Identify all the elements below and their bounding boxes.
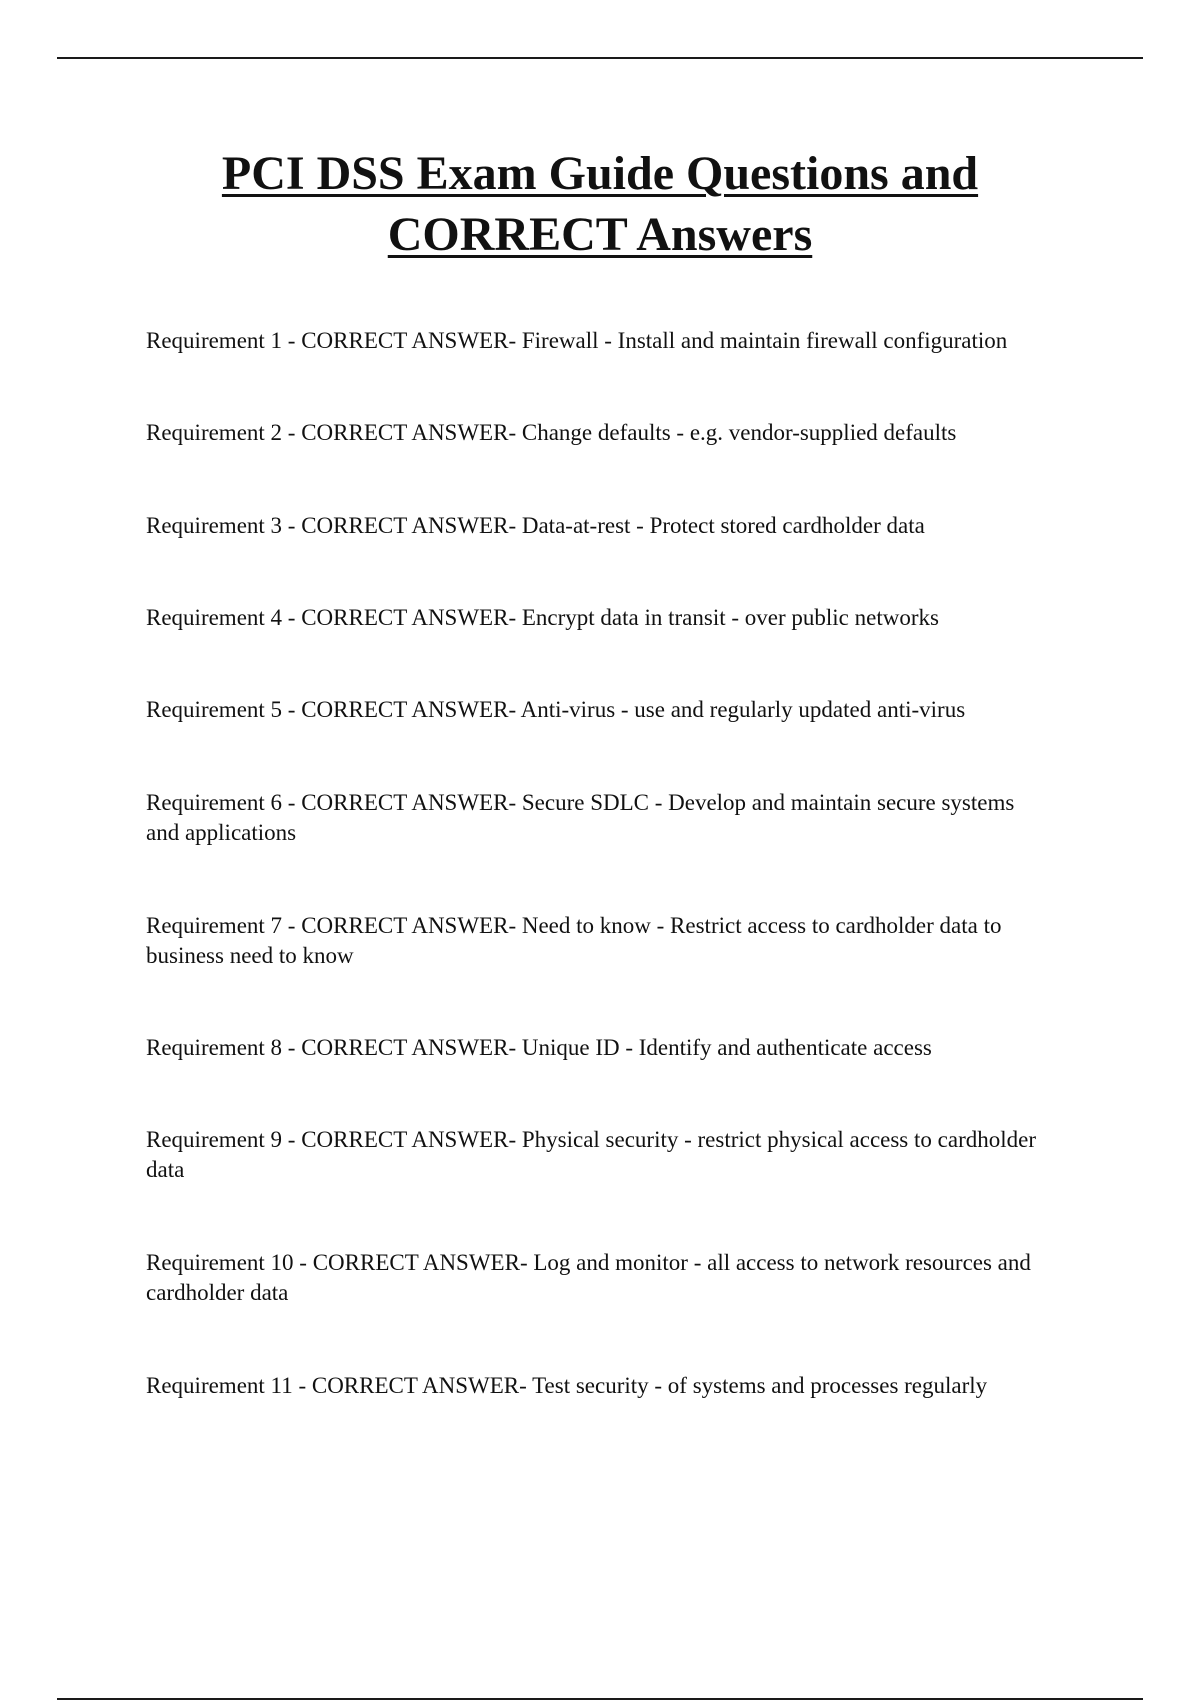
list-item: [146, 326, 1096, 356]
entry-text: Requirement 4 - CORRECT ANSWER- Encrypt data in transit - over public networks: [146, 605, 939, 630]
page-title: [100, 143, 1100, 265]
list-item: [146, 418, 1096, 448]
entry-text: Requirement 8 - CORRECT ANSWER- Unique ID - Identify and authenticate access: [146, 1035, 932, 1060]
entry-text: cardholder data: [146, 1280, 289, 1305]
title-line: CORRECT Answers: [387, 208, 813, 261]
entry-text: Requirement 5 - CORRECT ANSWER- Anti-virus - use and regularly updated anti-virus: [146, 697, 966, 722]
list-item: [146, 695, 1096, 725]
entry-text: Requirement 11 - CORRECT ANSWER- Test security - of systems and processes regularly: [146, 1373, 988, 1398]
list-item: [146, 1248, 1096, 1308]
entry-text: data: [146, 1157, 185, 1182]
list-item: [146, 788, 1096, 848]
list-item: [146, 1371, 1096, 1401]
entry-text: Requirement 3 - CORRECT ANSWER- Data-at-rest - Protect stored cardholder data: [146, 513, 925, 538]
entry-text: Requirement 9 - CORRECT ANSWER- Physical security - restrict physical access to cardholder: [146, 1127, 1036, 1152]
top-divider: [57, 57, 1143, 59]
entry-text: Requirement 6 - CORRECT ANSWER- Secure SDLC - Develop and maintain secure systems: [146, 790, 1015, 815]
entry-text: and applications: [146, 820, 297, 845]
entry-text: Requirement 7 - CORRECT ANSWER- Need to know - Restrict access to cardholder data to: [146, 913, 1002, 938]
list-item: [146, 1033, 1096, 1063]
list-item: [146, 511, 1096, 541]
entry-text: Requirement 1 - CORRECT ANSWER- Firewall - Install and maintain firewall configuration: [146, 328, 1008, 353]
list-item: [146, 911, 1096, 971]
entry-text: business need to know: [146, 943, 354, 968]
list-item: [146, 603, 1096, 633]
title-line: PCI DSS Exam Guide Questions and: [221, 147, 979, 200]
entry-text: Requirement 2 - CORRECT ANSWER- Change defaults - e.g. vendor-supplied defaults: [146, 420, 957, 445]
entry-text: Requirement 10 - CORRECT ANSWER- Log and monitor - all access to network resources and: [146, 1250, 1031, 1275]
list-item: [146, 1125, 1096, 1185]
